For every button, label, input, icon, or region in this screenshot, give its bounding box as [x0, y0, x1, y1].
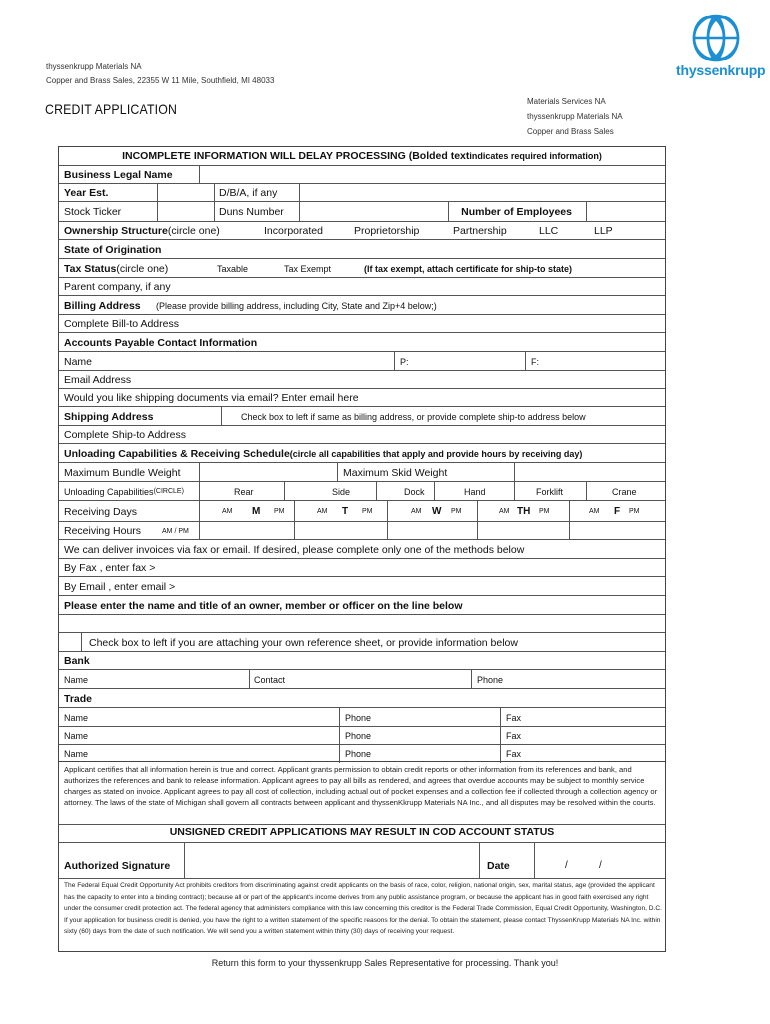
max-skid-label: Maximum Skid Weight [343, 466, 448, 479]
by-email-field[interactable] [199, 577, 665, 596]
ownership-partnership[interactable]: Partnership [453, 225, 507, 237]
reference-sheet-text: Check box to left if you are attaching your own reference sheet, or provide information below [89, 636, 518, 649]
unloading-caps-text: Unloading Capabilities [64, 486, 154, 497]
company-name: thyssenkrupp Materials NA [46, 62, 142, 71]
notice-row [59, 147, 665, 165]
division-line-3: Copper and Brass Sales [527, 127, 614, 136]
ap-name-row [59, 351, 665, 371]
email-shipping-question: Would you like shipping documents via email? Enter email here [64, 392, 359, 404]
ownership-label-text: Ownership Structure [64, 225, 168, 237]
email-shipping-field[interactable] [389, 389, 665, 407]
cap-dock[interactable]: Dock [404, 486, 425, 497]
cap-side[interactable]: Side [332, 486, 351, 497]
cap-forklift[interactable]: Forklift [536, 486, 563, 497]
ship-to-field[interactable] [199, 426, 665, 444]
year-est-label: Year Est. [64, 187, 109, 199]
ownership-label [59, 222, 259, 240]
tax-taxable-option[interactable]: Taxable [217, 263, 249, 274]
day-t-am[interactable]: AM [317, 508, 328, 515]
division-line-1: Materials Services NA [527, 97, 606, 106]
parent-company-label: Parent company, if any [64, 281, 171, 293]
auth-signature-label: Authorized Signature [64, 860, 171, 872]
email-shipping-row [59, 388, 665, 407]
trade-1-phone-field[interactable] [340, 708, 500, 727]
stock-ticker-label: Stock Ticker [64, 206, 122, 218]
reference-sheet-checkbox[interactable] [59, 633, 81, 652]
billing-row [59, 295, 665, 315]
duns-label: Duns Number [219, 206, 284, 218]
ap-name-label: Name [64, 355, 93, 368]
bank-name-row [59, 669, 665, 689]
day-w: W [432, 506, 442, 517]
certify-paragraph: Applicant certifies that all information herein is true and correct. Applicant grants permission to obtain credit reports or other information from its references and bank, and authorizes the references and bank to release information. Applicant agrees to pay all bills as rendered, and agrees that overdue accounts may be subject to monthly service charges as stated on invoice. Applicant agrees to pay all cost of collection, including actual out of pocket expenses and a collection fee if collected through a collection agency or attorney. The laws of the state of Michigan shall govern all contracts between applicant and thyssenKkrupp Materials NA Inc., and all disputes may be resolved within the courts. [64, 765, 658, 807]
owner-entry-row[interactable] [59, 614, 665, 633]
year-est-field[interactable] [158, 184, 214, 202]
max-skid-field[interactable] [515, 463, 665, 482]
ecoa-paragraph: The Federal Equal Credit Opportunity Act prohibits creditors from discriminating against credit applicants on the basis of race, color, religion, national origin, sex, marital status, age (provided the applicant has the capacity to enter into a binding contract); because all or part of the applicant's income derives from any public assistance program, or because the applicant has in good faith exercised any right under the consumer credit protection act. The federal agency that administers compliance with this law concerning this creditor is the Federal Trade Commission, Equal Credit Opportunity, Washington, D.C. If your application for business credit is denied, you have the right to a written statement of the specific reasons for the denial. To obtain the statement, please contact ThyssenKrupp Materials NA Inc. within sixty (60) days from the date of such notification. We will send you a written statement within thirty (30) days of receiving your request. [64, 882, 662, 936]
shipping-address-label: Shipping Address [64, 410, 154, 423]
business-legal-name-label: Business Legal Name [64, 169, 173, 181]
receiving-hours-label: Receiving Hours [64, 525, 142, 537]
invoice-delivery-text: We can deliver invoices via fax or email. If desired, please complete only one of the methods below [64, 543, 525, 556]
receiving-hours-ampm[interactable]: AM / PM [162, 527, 189, 535]
tax-row [59, 258, 665, 278]
circle-hint: (CIRCLE) [153, 488, 184, 495]
unsigned-warning: UNSIGNED CREDIT APPLICATIONS MAY RESULT IN COD ACCOUNT STATUS [169, 826, 555, 838]
ref-check-row [59, 632, 665, 652]
same-as-billing-checkbox[interactable] [204, 407, 221, 426]
owner-title-text: Please enter the name and title of an owner, member or officer on the line below [64, 599, 463, 612]
invoice-row [59, 539, 665, 559]
stock-ticker-field[interactable] [158, 202, 214, 222]
bank-contact-label: Contact [254, 674, 286, 685]
state-origination-field[interactable] [199, 240, 665, 259]
ap-fax-field[interactable] [526, 352, 665, 371]
trade-2-fax-field[interactable] [501, 727, 665, 745]
business-legal-name-field[interactable] [200, 166, 665, 184]
ownership-llc[interactable]: LLC [539, 225, 559, 237]
bank-row [59, 651, 665, 670]
ownership-hint: (circle one) [167, 225, 220, 237]
date-slash-2: / [599, 860, 602, 871]
ap-fax-label: F: [531, 356, 539, 367]
date-slash-1: / [565, 860, 568, 871]
num-employees-label: Number of Employees [461, 206, 572, 218]
year-dba-row [59, 183, 665, 202]
notice-text [59, 147, 665, 165]
day-th: TH [517, 506, 531, 517]
by-fax-row [59, 558, 665, 577]
credit-form [58, 146, 666, 762]
trade-3-fax-field[interactable] [501, 745, 665, 763]
tax-status-hint: (circle one) [116, 262, 169, 275]
day-w-pm[interactable]: PM [451, 508, 462, 515]
tax-exempt-option[interactable]: Tax Exempt [284, 263, 332, 274]
trade-2-phone-field[interactable] [340, 727, 500, 745]
trade-label: Trade [64, 692, 93, 705]
num-employees-field[interactable] [587, 202, 665, 222]
trade-2-name-field[interactable] [99, 727, 339, 745]
trade-3-name-field[interactable] [99, 745, 339, 763]
day-t: T [342, 506, 349, 517]
cap-rear[interactable]: Rear [234, 486, 254, 497]
day-f-pm[interactable]: PM [629, 508, 640, 515]
legal-section [58, 762, 666, 952]
day-f-am[interactable]: AM [589, 508, 600, 515]
by-fax-field[interactable] [199, 559, 665, 577]
bill-to-row [59, 314, 665, 333]
unloading-hint: (circle all capabilities that apply and provide hours by receiving day) [289, 448, 583, 459]
owner-title-row [59, 595, 665, 615]
caps-row [59, 481, 665, 501]
shipping-address-hint: Check box to left if same as billing address, or provide complete ship-to address below [241, 411, 586, 422]
notice-hint: indicates required information) [469, 151, 602, 161]
max-bundle-label: Maximum Bundle Weight [64, 466, 181, 479]
day-m-am[interactable]: AM [222, 508, 233, 515]
max-bundle-field[interactable] [200, 463, 337, 482]
ap-contact-row [59, 332, 665, 352]
trade-phone-label: Phone [345, 731, 372, 741]
email-label: Email Address [64, 374, 132, 386]
receiving-hours-row [59, 521, 665, 540]
receiving-days-row [59, 500, 665, 522]
day-f: F [614, 506, 621, 517]
email-row [59, 370, 665, 389]
day-th-am[interactable]: AM [499, 508, 510, 515]
notice-bold: INCOMPLETE INFORMATION WILL DELAY PROCESSING (Bolded text [122, 150, 470, 162]
logo-wordmark: thyssenkrupp [676, 62, 766, 78]
ownership-incorporated[interactable]: Incorporated [264, 225, 323, 237]
tax-exempt-note: (If tax exempt, attach certificate for ship-to state) [364, 263, 573, 274]
trade-fax-label: Fax [506, 749, 522, 759]
bill-to-field[interactable] [199, 315, 665, 333]
trade-1-fax-field[interactable] [501, 708, 665, 727]
tax-status-text: Tax Status [64, 262, 117, 275]
email-field[interactable] [199, 371, 665, 389]
parent-row [59, 277, 665, 296]
trade-ref-1 [59, 707, 665, 727]
parent-company-field[interactable] [199, 278, 665, 296]
dba-label: D/B/A, if any [219, 187, 278, 199]
billing-address-label: Billing Address [64, 299, 141, 312]
shipping-row [59, 406, 665, 426]
trade-fax-label: Fax [506, 731, 522, 741]
ship-to-label: Complete Ship-to Address [64, 429, 186, 441]
ap-phone-field[interactable] [395, 352, 525, 371]
cap-hand[interactable]: Hand [464, 486, 486, 497]
by-email-label: By Email , enter email > [64, 580, 176, 593]
billing-address-hint: (Please provide billing address, including City, State and Zip+4 below;) [156, 300, 437, 311]
cap-crane[interactable]: Crane [612, 486, 637, 497]
trade-name-label: Name [64, 749, 89, 759]
trade-name-label: Name [64, 731, 89, 741]
footer-note: Return this form to your thyssenkrupp Sales Representative for processing. Thank you! [211, 958, 559, 968]
bank-name-field[interactable] [99, 670, 249, 689]
bank-phone-label: Phone [477, 674, 504, 685]
unloading-caps-label [59, 482, 199, 501]
division-line-2: thyssenkrupp Materials NA [527, 112, 623, 121]
trade-phone-label: Phone [345, 712, 372, 723]
by-email-row [59, 576, 665, 596]
ap-name-field[interactable] [109, 352, 394, 371]
ship-to-row [59, 425, 665, 444]
max-weight-row [59, 462, 665, 482]
tax-status-label [59, 259, 209, 278]
ap-phone-label: P: [400, 356, 409, 367]
day-th-pm[interactable]: PM [539, 508, 550, 515]
unloading-row [59, 443, 665, 463]
day-m-pm[interactable]: PM [274, 508, 285, 515]
ownership-llp[interactable]: LLP [594, 225, 613, 237]
by-fax-label: By Fax , enter fax > [64, 562, 156, 574]
division-info [527, 94, 623, 139]
company-address: Copper and Brass Sales, 22355 W 11 Mile, Southfield, MI 48033 [46, 76, 275, 85]
trade-fax-label: Fax [506, 712, 522, 723]
dba-field[interactable] [300, 184, 665, 202]
ap-contact-label: Accounts Payable Contact Information [64, 336, 258, 349]
ownership-proprietorship[interactable]: Proprietorship [354, 225, 420, 237]
trade-ref-2 [59, 726, 665, 745]
trade-3-phone-field[interactable] [340, 745, 500, 763]
bank-name-label: Name [64, 674, 89, 685]
date-label: Date [487, 860, 510, 872]
unloading-label [59, 444, 665, 463]
trade-1-name-field[interactable] [99, 708, 339, 727]
state-row [59, 239, 665, 259]
ticker-duns-row [59, 201, 665, 222]
receiving-days-label: Receiving Days [64, 505, 137, 518]
day-m: M [252, 506, 261, 517]
bill-to-label: Complete Bill-to Address [64, 318, 179, 330]
trade-row [59, 688, 665, 708]
bank-contact-field[interactable] [249, 670, 469, 689]
auth-signature-field[interactable] [185, 843, 479, 877]
duns-field[interactable] [300, 202, 448, 222]
business-name-row [59, 165, 665, 184]
trade-name-label: Name [64, 712, 89, 723]
ownership-row [59, 221, 665, 240]
page-title: CREDIT APPLICATION [45, 101, 178, 117]
trade-phone-label: Phone [345, 749, 372, 759]
bank-label: Bank [64, 655, 90, 667]
unloading-title: Unloading Capabilities & Receiving Schedule [64, 447, 290, 460]
bank-phone-field[interactable] [472, 670, 665, 689]
day-w-am[interactable]: AM [411, 508, 422, 515]
company-header [46, 60, 274, 88]
day-t-pm[interactable]: PM [362, 508, 373, 515]
state-origination-label: State of Origination [64, 243, 162, 256]
trade-ref-3 [59, 744, 665, 763]
